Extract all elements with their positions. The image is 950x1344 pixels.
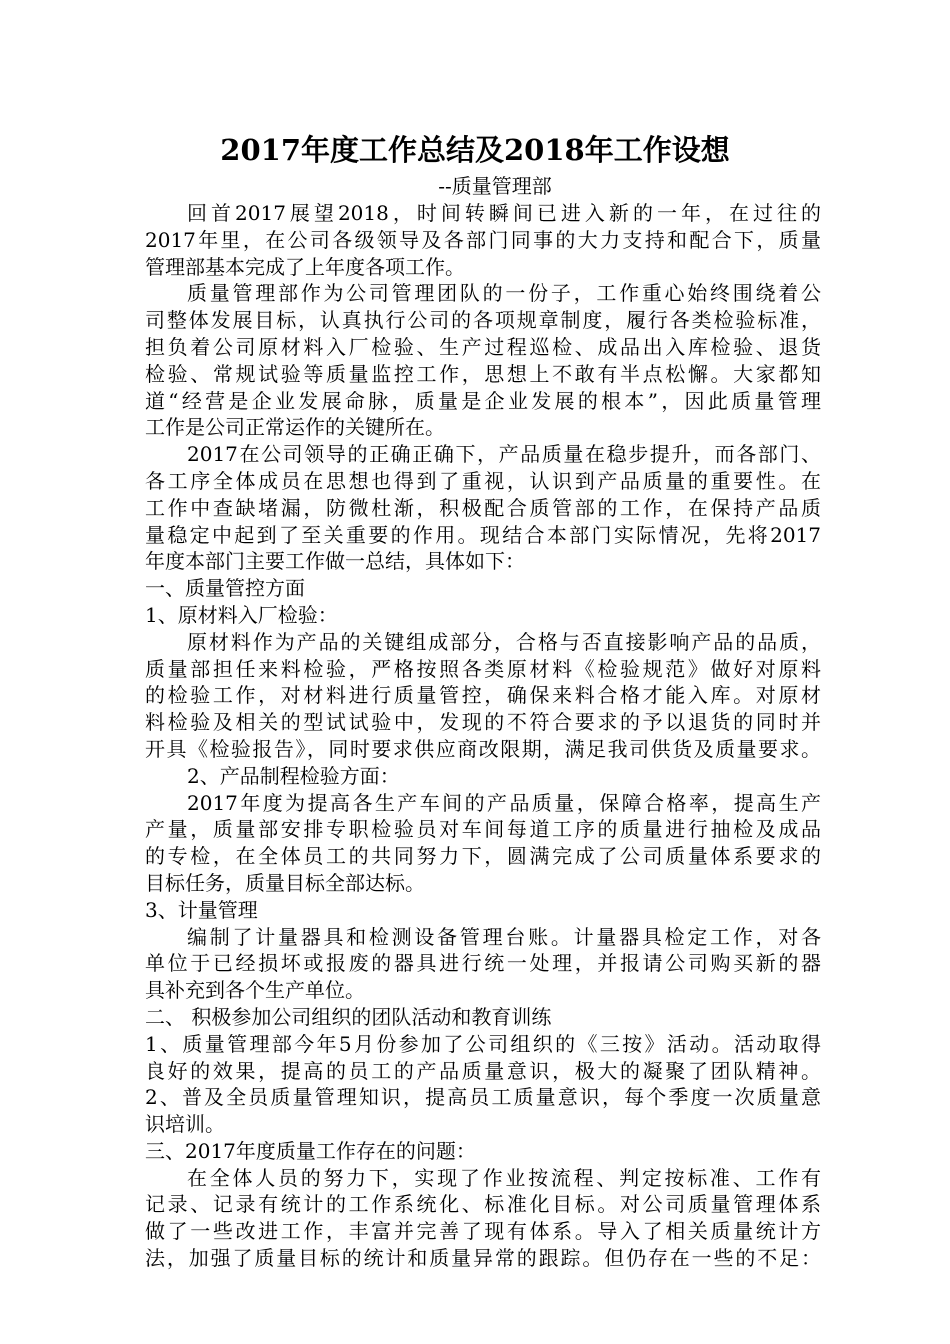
paragraph-line: 担负着公司原材料入厂检验、生产过程巡检、成品出入库检验、退货 <box>145 334 821 359</box>
paragraph-line: 产量，质量部安排专职检验员对车间每道工序的质量进行抽检及成品 <box>145 817 821 842</box>
paragraph-line: 目标任务，质量目标全部达标。 <box>145 870 425 895</box>
paragraph-line: 记录、记录有统计的工作系统化、标准化目标。对公司质量管理体系 <box>145 1192 821 1217</box>
paragraph-line: 开具《检验报告》，同时要求供应商改限期，满足我司供货及质量要求。 <box>145 736 821 761</box>
paragraph-line: 一、质量管控方面 <box>145 576 305 601</box>
paragraph-line: 的专检，在全体员工的共同努力下，圆满完成了公司质量体系要求的 <box>145 844 821 869</box>
paragraph-line: 单位于已经损坏或报废的器具进行统一处理，并报请公司购买新的器 <box>145 951 821 976</box>
paragraph-line: 2、产品制程检验方面： <box>187 763 400 788</box>
paragraph-line: 三、2017年度质量工作存在的问题： <box>145 1138 476 1163</box>
paragraph-line: 良好的效果，提高的员工的产品质量意识，极大的凝聚了团队精神。 <box>145 1058 821 1083</box>
paragraph-line: 工作中查缺堵漏，防微杜渐，积极配合质管部的工作，在保持产品质 <box>145 495 821 520</box>
paragraph-line: 量稳定中起到了至关重要的作用。现结合本部门实际情况，先将2017 <box>145 522 821 547</box>
paragraph-line: 1、质量管理部今年5月份参加了公司组织的《三按》活动。活动取得 <box>145 1031 821 1056</box>
paragraph-line: 回首2017展望2018，时间转瞬间已进入新的一年，在过往的 <box>187 201 821 225</box>
paragraph-line: 1、原材料入厂检验： <box>145 602 338 627</box>
paragraph-line: 2、普及全员质量管理知识，提高员工质量意识，每个季度一次质量意 <box>145 1085 821 1110</box>
paragraph-line: 质量部担任来料检验，严格按照各类原材料《检验规范》做好对原料 <box>145 656 821 681</box>
paragraph-line: 检验、常规试验等质量监控工作，思想上不敢有半点松懈。大家都知 <box>145 361 821 386</box>
document-title: 2017年度工作总结及2018年工作设想 <box>220 133 730 167</box>
paragraph-line: 具补充到各个生产单位。 <box>145 978 365 1003</box>
paragraph-line: 在全体人员的努力下，实现了作业按流程、判定按标准、工作有 <box>187 1165 821 1190</box>
paragraph-line: 做了一些改进工作，丰富并完善了现有体系。导入了相关质量统计方 <box>145 1219 821 1244</box>
paragraph-line: 的检验工作，对材料进行质量管控，确保来料合格才能入库。对原材 <box>145 683 821 708</box>
paragraph-line: 原材料作为产品的关键组成部分，合格与否直接影响产品的品质， <box>187 629 821 654</box>
paragraph-line: 各工序全体成员在思想也得到了重视，认识到产品质量的重要性。在 <box>145 468 821 493</box>
paragraph-line: 质量管理部作为公司管理团队的一份子，工作重心始终围绕着公 <box>187 281 821 306</box>
paragraph-line: 二、 积极参加公司组织的团队活动和教育训练 <box>145 1004 552 1029</box>
paragraph-line: 2017年度为提高各生产车间的产品质量，保障合格率，提高生产 <box>187 790 821 815</box>
paragraph-line: 管理部基本完成了上年度各项工作。 <box>145 254 465 279</box>
document-subtitle: --质量管理部 <box>438 174 552 198</box>
paragraph-line: 年度本部门主要工作做一总结，具体如下： <box>145 549 525 574</box>
paragraph-line: 编制了计量器具和检测设备管理台账。计量器具检定工作，对各 <box>187 924 821 949</box>
paragraph-line: 司整体发展目标，认真执行公司的各项规章制度，履行各类检验标准， <box>145 308 821 333</box>
paragraph-line: 2017年里，在公司各级领导及各部门同事的大力支持和配合下，质量 <box>145 227 821 252</box>
paragraph-line: 3、计量管理 <box>145 897 258 922</box>
paragraph-line: 工作是公司正常运作的关键所在。 <box>145 415 445 440</box>
document-body <box>145 200 821 1272</box>
paragraph-line: 识培训。 <box>145 1112 225 1137</box>
paragraph-line: 法，加强了质量目标的统计和质量异常的跟踪。但仍存在一些的不足： <box>145 1246 821 1271</box>
paragraph-line: 道“经营是企业发展命脉，质量是企业发展的根本”，因此质量管理 <box>145 388 821 413</box>
paragraph-line: 2017在公司领导的正确正确下，产品质量在稳步提升，而各部门、 <box>187 442 821 467</box>
paragraph-line: 料检验及相关的型试试验中，发现的不符合要求的予以退货的同时并 <box>145 710 821 735</box>
